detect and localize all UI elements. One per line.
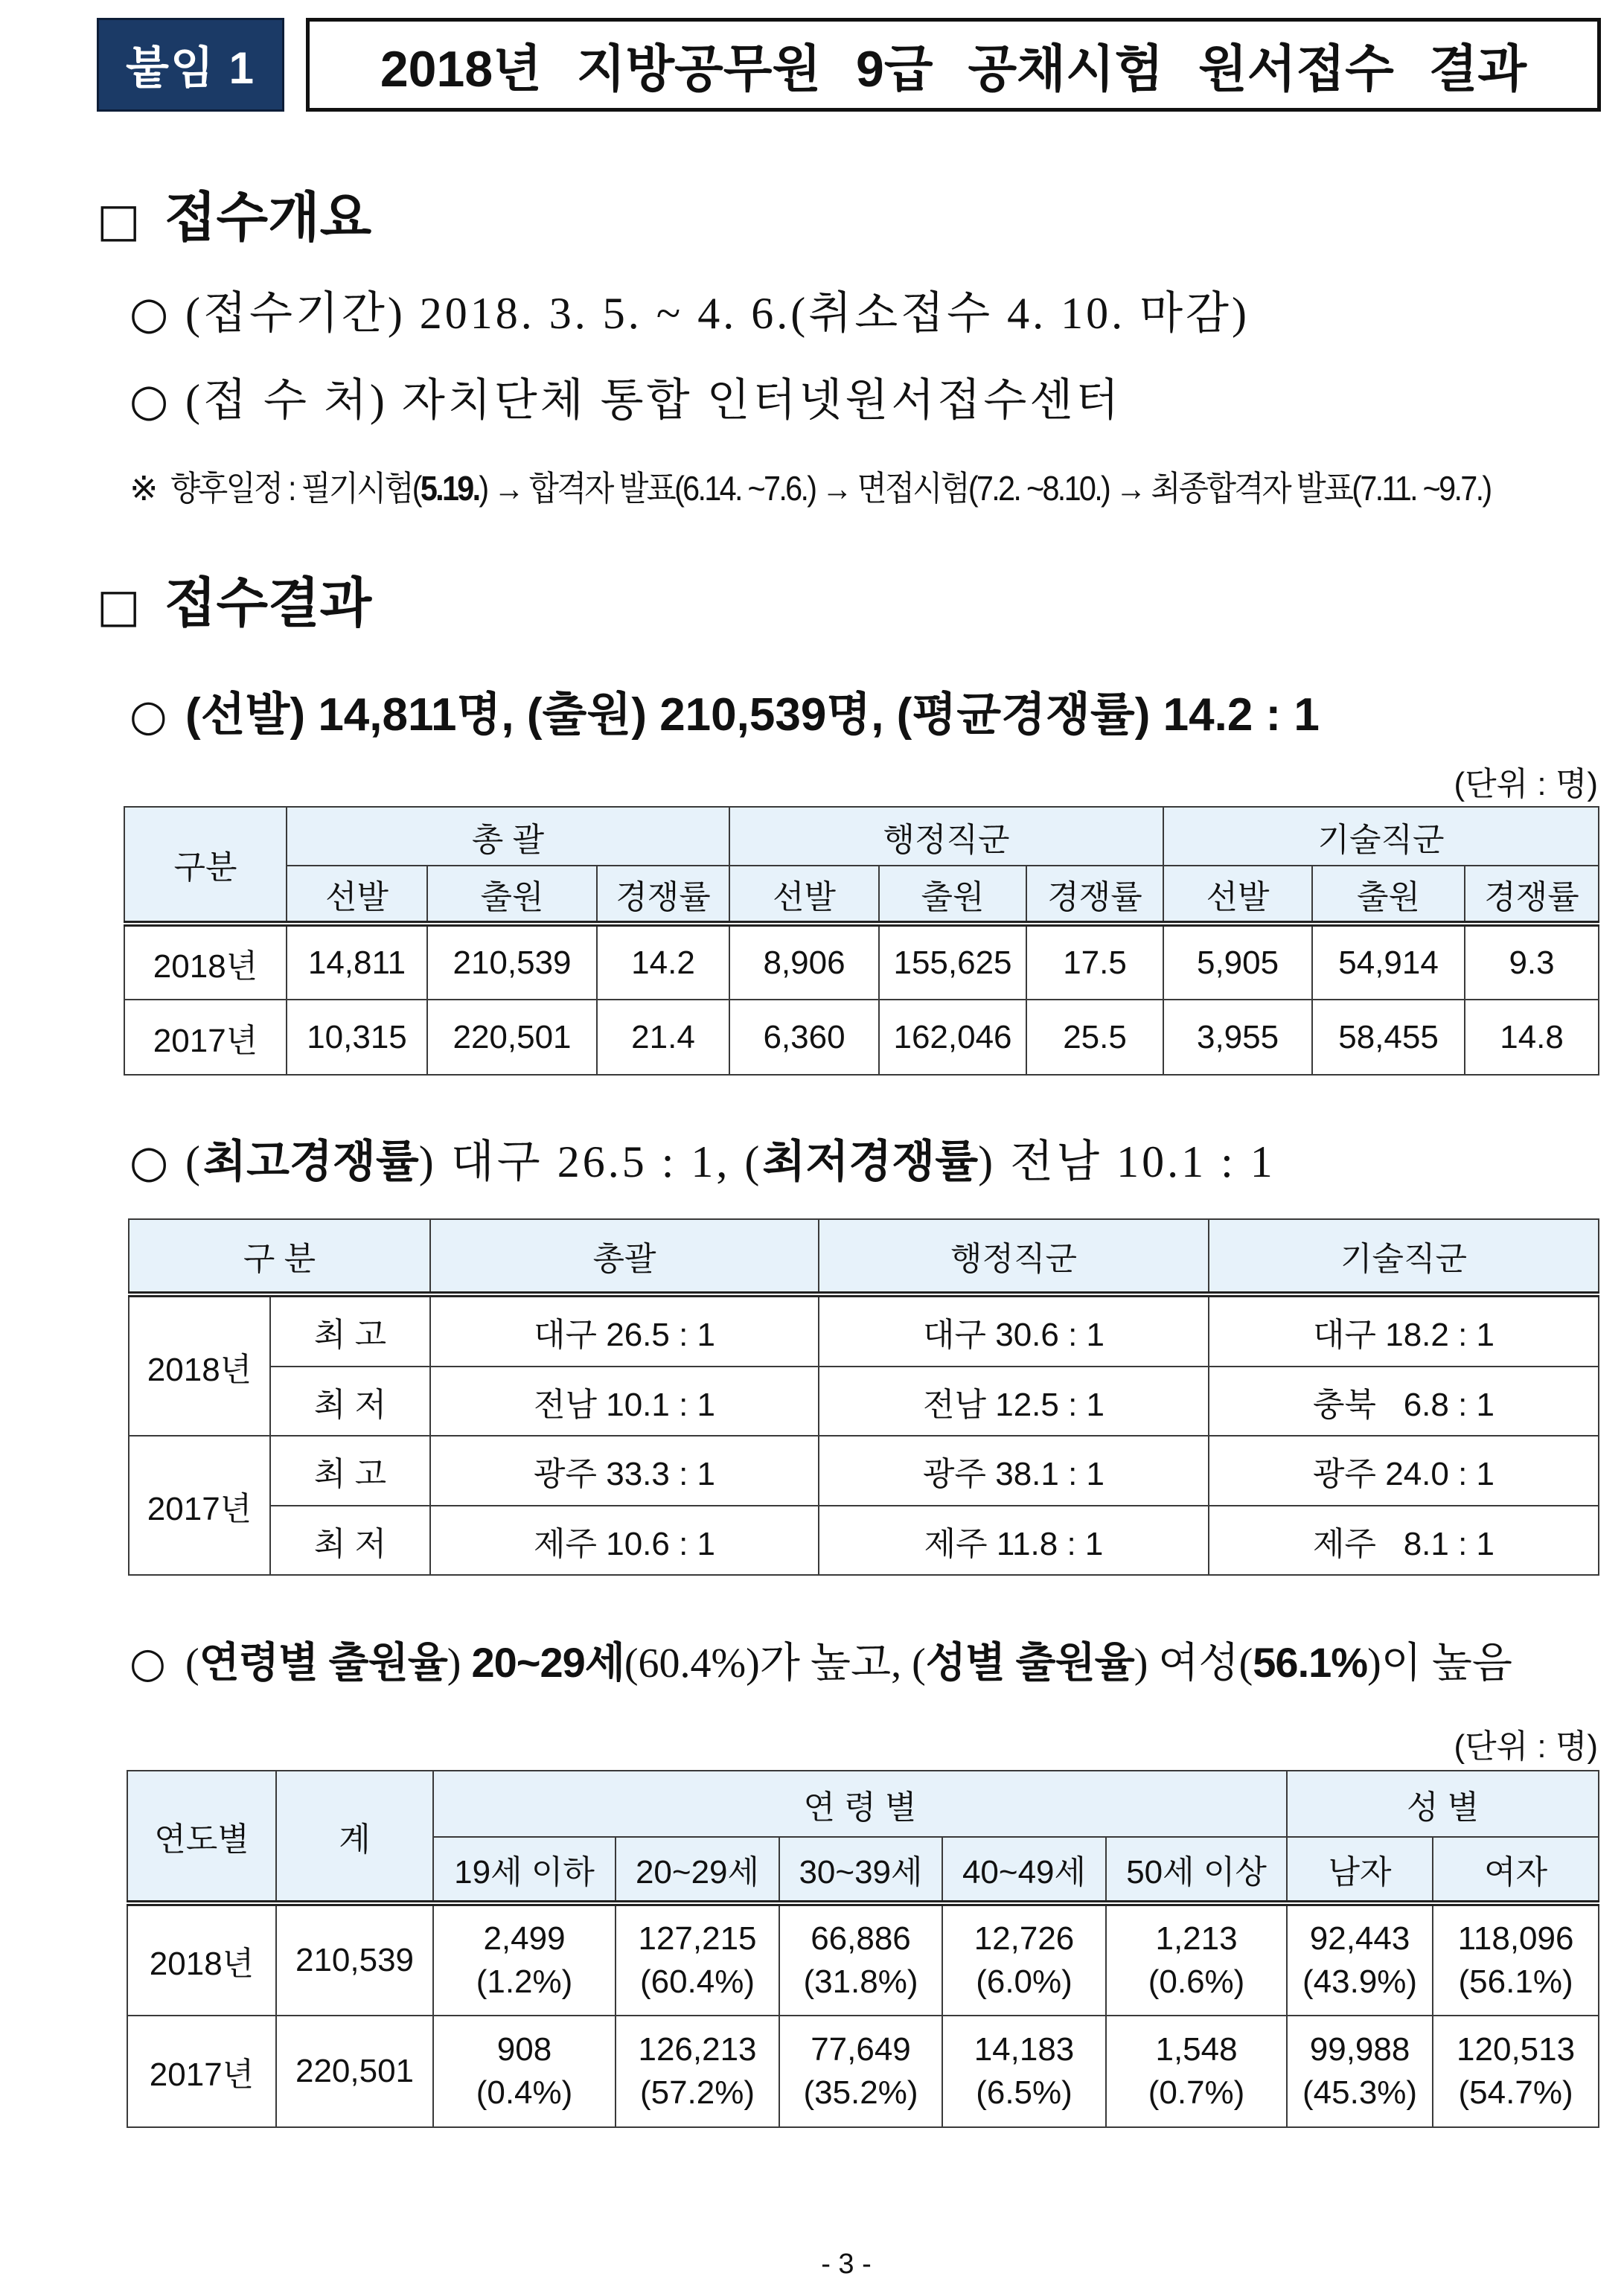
table-cell xyxy=(1287,2016,1433,2127)
checkbox-square-icon: □ xyxy=(97,193,141,247)
table-cell: 14,811 xyxy=(287,924,427,1000)
table-row-label: 2018년 xyxy=(129,1294,270,1436)
count-value: 908 xyxy=(496,2031,552,2068)
table-header-cell: 경쟁률 xyxy=(1465,866,1599,924)
table-cell: 14.8 xyxy=(1465,1000,1599,1075)
table-row xyxy=(129,1367,1599,1436)
table-header-cell: 계 xyxy=(276,1771,433,1903)
results-summary-line xyxy=(130,688,1598,743)
competition-keyword: 최저경쟁률 xyxy=(762,1137,979,1186)
age-gender-keyword: 56.1% xyxy=(1253,1639,1368,1686)
table-header-cell: 50세 이상 xyxy=(1106,1837,1287,1903)
count-value: 118,096 xyxy=(1457,1920,1574,1957)
table-header-cell: 경쟁률 xyxy=(1026,866,1163,924)
table-header-cell: 출원 xyxy=(427,866,597,924)
competition-part: ) 전남 10.1 : 1 xyxy=(978,1137,1276,1186)
table-header-cell: 행정직군 xyxy=(819,1219,1209,1294)
table-cell xyxy=(779,2016,942,2127)
table-header-cell: 여자 xyxy=(1433,1837,1599,1903)
table-row xyxy=(129,1506,1599,1575)
summary-part: ( xyxy=(185,689,201,741)
table-cell: 전남 10.1 : 1 xyxy=(430,1367,819,1436)
table-header-row xyxy=(127,1771,1599,1837)
table-cell: 155,625 xyxy=(879,924,1026,1000)
unit-label: (단위 : 명) xyxy=(1454,1728,1598,1765)
table-cell: 5,905 xyxy=(1163,924,1312,1000)
table-row xyxy=(127,1903,1599,2016)
percent-value: (1.2%) xyxy=(476,1963,573,2000)
reference-mark-icon: ※ xyxy=(130,469,159,508)
age-gender-part: ( xyxy=(185,1640,199,1687)
count-value: 92,443 xyxy=(1309,1920,1410,1957)
count-value: 14,183 xyxy=(974,2031,1075,2068)
circle-bullet-icon: ○ xyxy=(130,287,172,339)
table-header-cell: 선발 xyxy=(287,866,427,924)
age-gender-part: )이 높음 xyxy=(1367,1640,1513,1687)
circle-bullet-icon: ○ xyxy=(130,1639,166,1687)
summary-keyword: 선발 xyxy=(200,689,290,741)
table-header-cell: 총괄 xyxy=(430,1219,819,1294)
section-heading-text: 접수결과 xyxy=(164,574,372,633)
count-value: 2,499 xyxy=(483,1920,566,1957)
count-value: 1,213 xyxy=(1155,1920,1238,1957)
competition-part: ) 대구 26.5 : 1, ( xyxy=(418,1137,763,1186)
table-cell-total: 210,539 xyxy=(276,1903,433,2016)
table-cell: 제주 10.6 : 1 xyxy=(430,1506,819,1575)
percent-value: (0.4%) xyxy=(476,2074,573,2111)
percent-value: (60.4%) xyxy=(639,1963,755,2000)
age-gender-keyword: 성별 출원율 xyxy=(925,1639,1134,1686)
note-part-bold: 5.19. xyxy=(420,469,479,508)
table-cell xyxy=(433,2016,616,2127)
count-value: 1,548 xyxy=(1155,2031,1238,2068)
count-value: 120,513 xyxy=(1457,2031,1576,2068)
table-group-header: 총 괄 xyxy=(287,807,729,866)
summary-part: ) 14,811명, ( xyxy=(290,689,543,741)
table-group-header: 성 별 xyxy=(1287,1771,1599,1837)
table-header-cell: 출원 xyxy=(1312,866,1465,924)
section-heading-results xyxy=(97,572,371,638)
table-cell: 54,914 xyxy=(1312,924,1465,1000)
age-gender-part: ) xyxy=(447,1640,472,1687)
schedule-note-text xyxy=(170,467,1490,510)
overview-period-line xyxy=(130,287,1598,340)
competition-rate-table xyxy=(128,1218,1599,1576)
table-cell: 광주 38.1 : 1 xyxy=(819,1436,1209,1506)
count-value: 99,988 xyxy=(1309,2031,1410,2068)
table-cell: 광주 33.3 : 1 xyxy=(430,1436,819,1506)
page-number: - 3 - xyxy=(821,2249,872,2280)
table-cell: 21.4 xyxy=(597,1000,729,1075)
schedule-note xyxy=(130,467,1598,510)
percent-value: (6.0%) xyxy=(976,1963,1072,2000)
table-row-label: 2017년 xyxy=(124,1000,287,1075)
table-cell xyxy=(1106,2016,1287,2127)
age-gender-part: ) 여성( xyxy=(1134,1640,1253,1687)
percent-value: (0.7%) xyxy=(1148,2074,1245,2111)
table-header-cell: 40~49세 xyxy=(942,1837,1106,1903)
table-row-label: 2018년 xyxy=(124,924,287,1000)
table-cell: 8,906 xyxy=(729,924,879,1000)
table-cell: 제주 8.1 : 1 xyxy=(1209,1506,1599,1575)
competition-keyword: 최고경쟁률 xyxy=(202,1137,419,1186)
table-cell xyxy=(1433,2016,1599,2127)
table-cell: 14.2 xyxy=(597,924,729,1000)
table-row-label: 2018년 xyxy=(127,1903,276,2016)
table-cell: 210,539 xyxy=(427,924,597,1000)
competition-line xyxy=(130,1135,1598,1189)
table-cell: 10,315 xyxy=(287,1000,427,1075)
table-cell: 충북 6.8 : 1 xyxy=(1209,1367,1599,1436)
percent-value: (0.6%) xyxy=(1148,1963,1245,2000)
table-header-cell: 기술직군 xyxy=(1209,1219,1599,1294)
note-part: 향후일정 : 필기시험( xyxy=(170,469,421,508)
age-gender-part: (60.4%)가 높고, ( xyxy=(624,1640,926,1687)
age-gender-line xyxy=(130,1637,1598,1690)
document-title: 2018년 지방공무원 9급 공채시험 원서접수 결과 xyxy=(306,18,1601,112)
percent-value: (6.5%) xyxy=(976,2074,1072,2111)
table-cell: 3,955 xyxy=(1163,1000,1312,1075)
percent-value: (43.9%) xyxy=(1302,1963,1418,2000)
table-cell xyxy=(1433,1903,1599,2016)
section-heading-overview xyxy=(97,186,371,252)
table-row-sublabel: 최 고 xyxy=(270,1436,430,1506)
table-header-cell: 연도별 xyxy=(127,1771,276,1903)
table-row xyxy=(129,1294,1599,1367)
table-header-cell: 경쟁률 xyxy=(597,866,729,924)
period-text: (접수기간) 2018. 3. 5. ~ 4. 6.(취소접수 4. 10. 마감) xyxy=(185,289,1250,338)
table-cell xyxy=(1106,1903,1287,2016)
competition-part: ( xyxy=(185,1137,203,1186)
checkbox-square-icon: □ xyxy=(97,578,141,633)
age-gender-table xyxy=(127,1770,1599,2128)
circle-bullet-icon: ○ xyxy=(130,374,172,426)
table-cell: 대구 26.5 : 1 xyxy=(430,1294,819,1367)
table-group-header: 연 령 별 xyxy=(433,1771,1287,1837)
table-header-cell: 출원 xyxy=(879,866,1026,924)
table-cell: 전남 12.5 : 1 xyxy=(819,1367,1209,1436)
table-header-cell: 남자 xyxy=(1287,1837,1433,1903)
table-cell xyxy=(616,1903,779,2016)
table-group-header: 기술직군 xyxy=(1163,807,1599,866)
table-header-row xyxy=(124,866,1599,924)
table-header-cell: 20~29세 xyxy=(616,1837,779,1903)
table-cell: 58,455 xyxy=(1312,1000,1465,1075)
table-cell: 광주 24.0 : 1 xyxy=(1209,1436,1599,1506)
table-cell: 220,501 xyxy=(427,1000,597,1075)
table-cell xyxy=(616,2016,779,2127)
summary-part: ) 14.2 : 1 xyxy=(1134,689,1320,741)
percent-value: (54.7%) xyxy=(1458,2074,1573,2111)
attachment-badge: 붙임 1 xyxy=(97,18,284,112)
table-header-cell: 19세 이하 xyxy=(433,1837,616,1903)
table-cell: 대구 18.2 : 1 xyxy=(1209,1294,1599,1367)
summary-part: ) 210,539명, ( xyxy=(631,689,912,741)
table-header-cell: 구 분 xyxy=(129,1219,430,1294)
age-gender-keyword: 20~29세 xyxy=(471,1639,624,1686)
table-header-cell: 선발 xyxy=(729,866,879,924)
count-value: 66,886 xyxy=(811,1920,911,1957)
table-header-cell: 30~39세 xyxy=(779,1837,942,1903)
circle-bullet-icon: ○ xyxy=(130,1136,172,1188)
applications-table xyxy=(124,806,1599,1076)
table-row-sublabel: 최 고 xyxy=(270,1294,430,1367)
table-cell: 9.3 xyxy=(1465,924,1599,1000)
count-value: 127,215 xyxy=(638,1920,757,1957)
table-cell xyxy=(779,1903,942,2016)
note-part: ) → 합격자 발표(6.14. ~7.6.) → 면접시험(7.2. ~8.10.) → 최종합격자 발표(7.11. ~9.7.) xyxy=(479,469,1491,508)
table-cell xyxy=(433,1903,616,2016)
table-row-label: 2017년 xyxy=(127,2016,276,2127)
table-cell-total: 220,501 xyxy=(276,2016,433,2127)
overview-place-line xyxy=(130,374,1598,427)
table-cell xyxy=(942,1903,1106,2016)
table-cell: 17.5 xyxy=(1026,924,1163,1000)
table-row xyxy=(124,1000,1599,1075)
table-cell: 6,360 xyxy=(729,1000,879,1075)
percent-value: (56.1%) xyxy=(1458,1963,1573,2000)
summary-keyword: 출원 xyxy=(542,689,632,741)
place-text: (접 수 처) 자치단체 통합 인터넷원서접수센터 xyxy=(185,376,1122,425)
table-row xyxy=(129,1436,1599,1506)
table-group-header: 행정직군 xyxy=(729,807,1163,866)
count-value: 126,213 xyxy=(638,2031,757,2068)
table-cell: 제주 11.8 : 1 xyxy=(819,1506,1209,1575)
table-row-label: 2017년 xyxy=(129,1436,270,1575)
table-header-cell: 선발 xyxy=(1163,866,1312,924)
percent-value: (45.3%) xyxy=(1302,2074,1418,2111)
table-row-sublabel: 최 저 xyxy=(270,1506,430,1575)
percent-value: (57.2%) xyxy=(639,2074,755,2111)
table-cell: 25.5 xyxy=(1026,1000,1163,1075)
count-value: 12,726 xyxy=(974,1920,1075,1957)
percent-value: (31.8%) xyxy=(803,1963,918,2000)
table-cell: 대구 30.6 : 1 xyxy=(819,1294,1209,1367)
count-value: 77,649 xyxy=(811,2031,911,2068)
table-row xyxy=(124,924,1599,1000)
summary-keyword: 평균경쟁률 xyxy=(912,689,1135,741)
age-gender-keyword: 연령별 출원율 xyxy=(199,1639,447,1686)
table-row-sublabel: 최 저 xyxy=(270,1367,430,1436)
circle-bullet-icon: ○ xyxy=(130,690,167,741)
table-cell xyxy=(942,2016,1106,2127)
unit-label: (단위 : 명) xyxy=(1454,766,1598,802)
table-cell xyxy=(1287,1903,1433,2016)
percent-value: (35.2%) xyxy=(803,2074,918,2111)
table-header-row xyxy=(129,1219,1599,1294)
section-heading-text: 접수개요 xyxy=(164,188,372,248)
table-cell: 162,046 xyxy=(879,1000,1026,1075)
table-row xyxy=(127,2016,1599,2127)
table-header-cell: 구분 xyxy=(124,807,287,924)
table-header-row xyxy=(124,807,1599,866)
